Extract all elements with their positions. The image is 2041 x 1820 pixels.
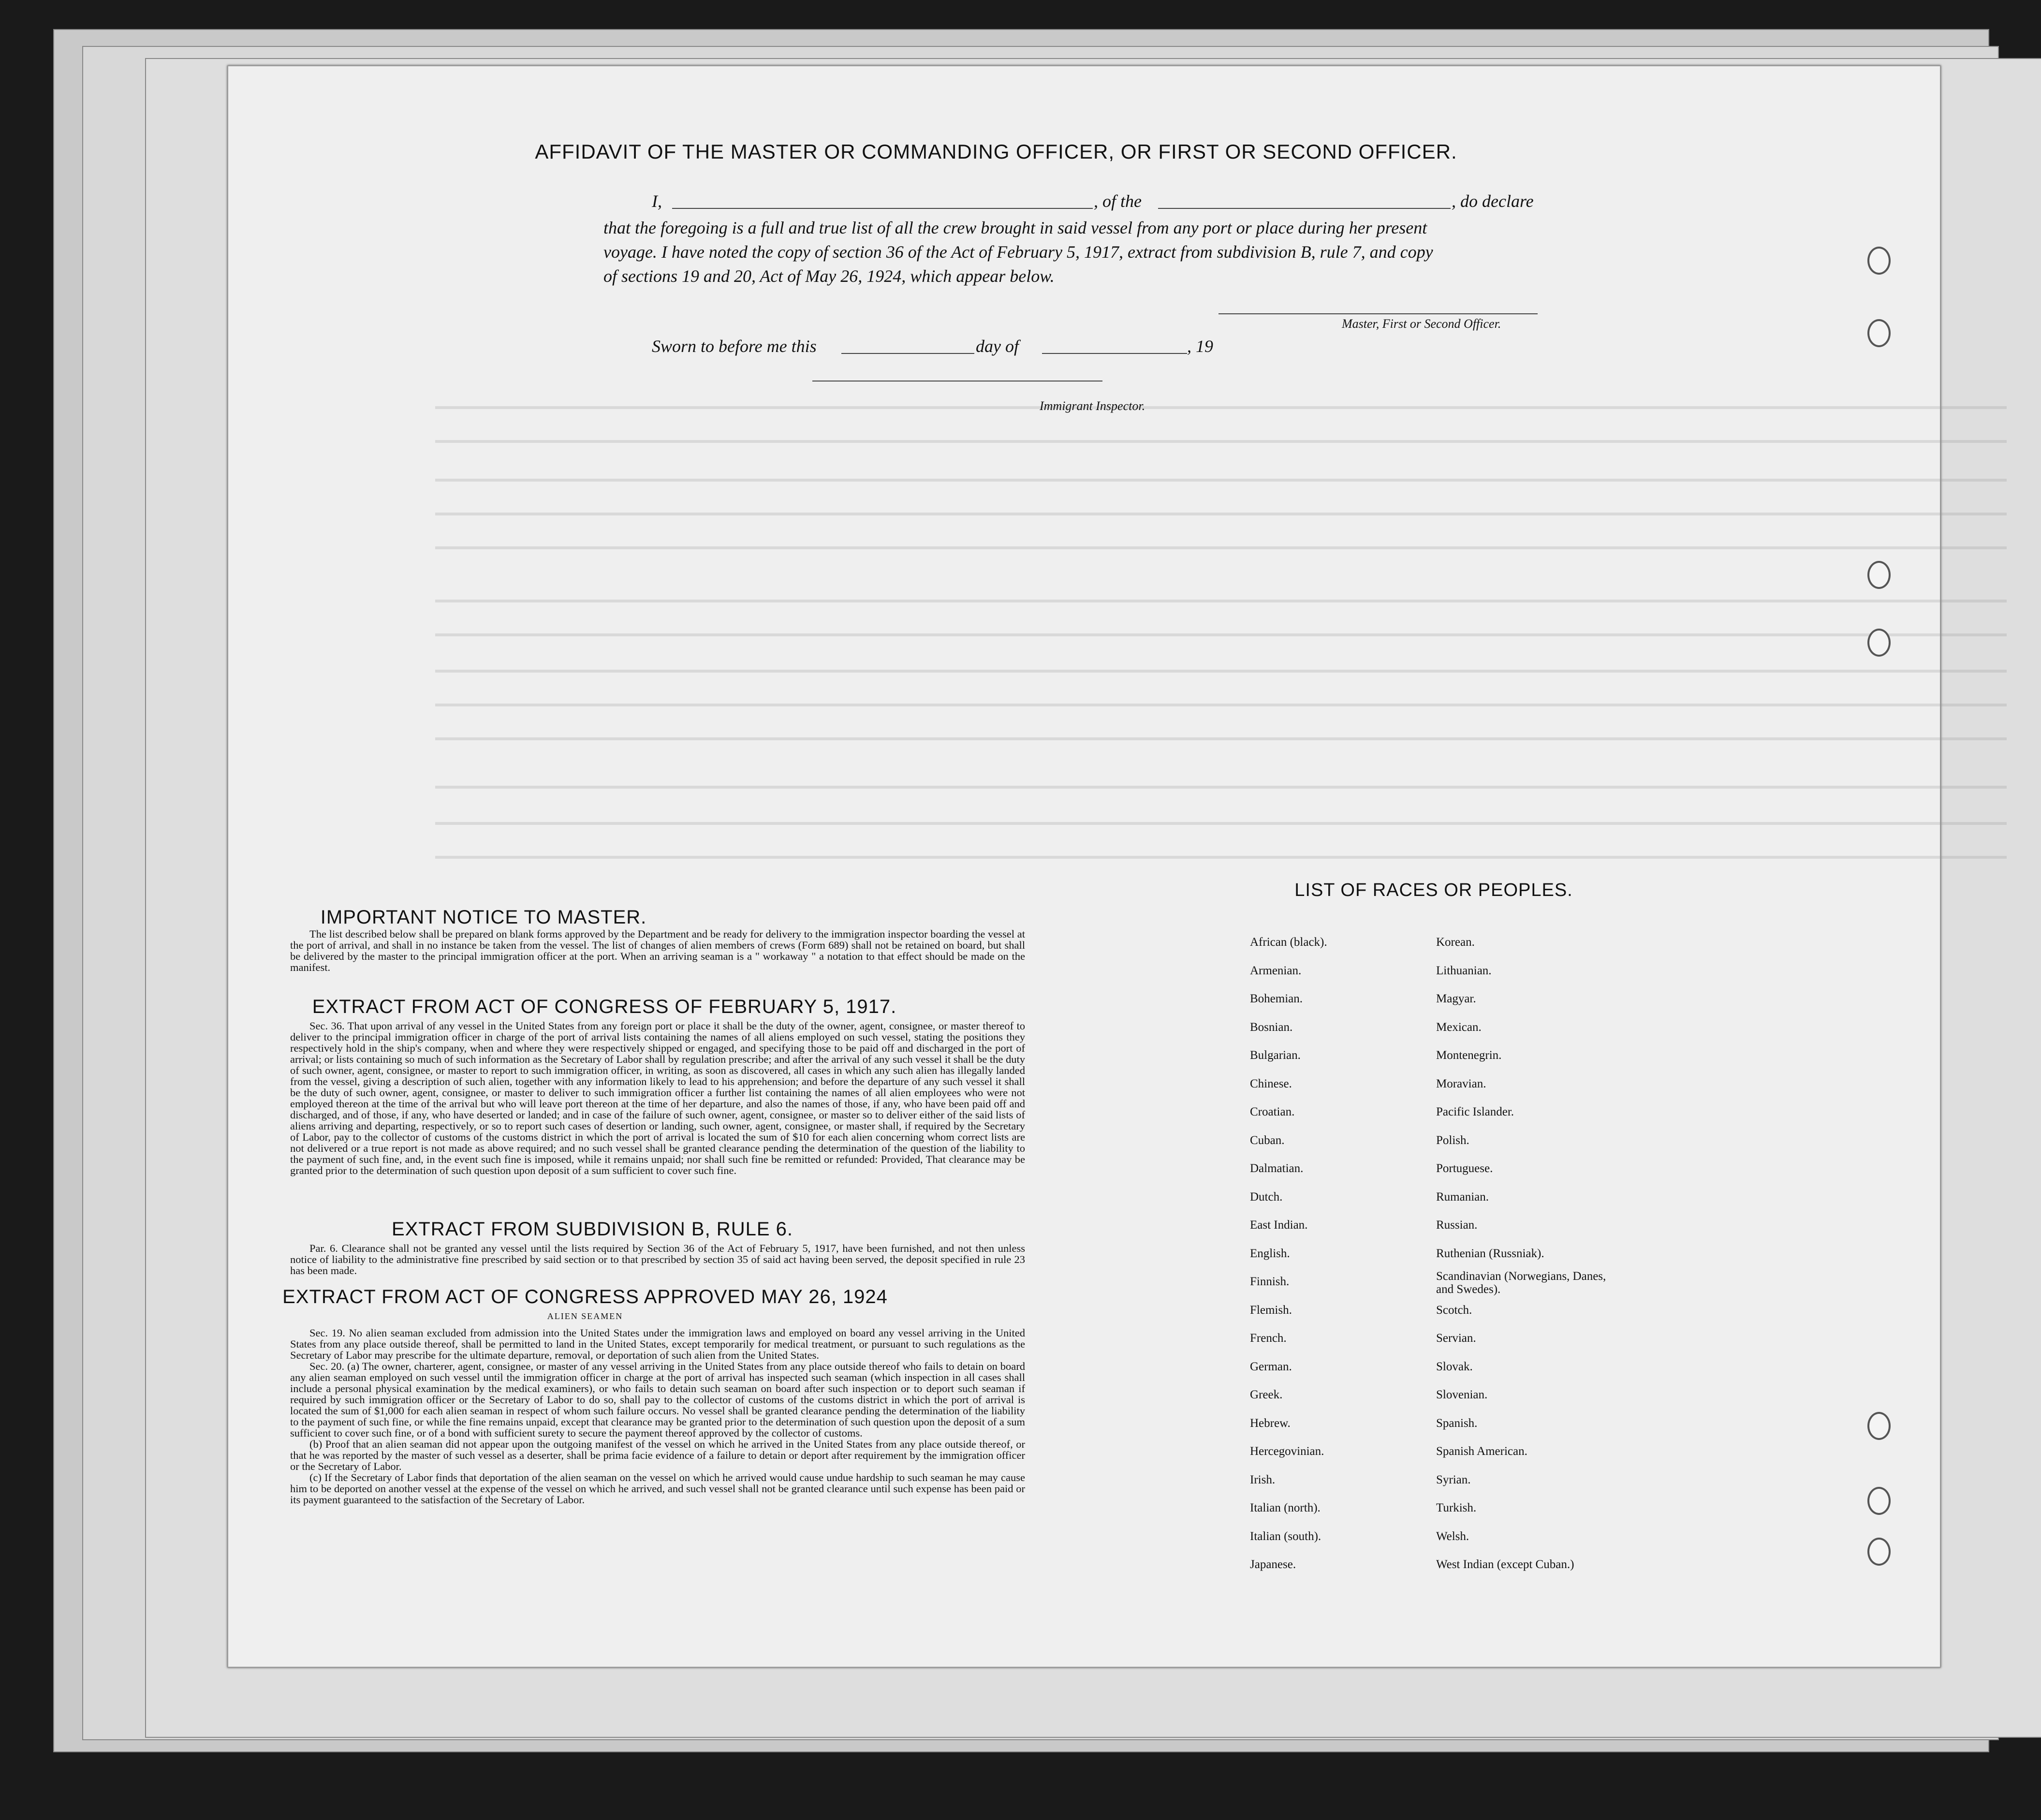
race-item: Servian. bbox=[1436, 1332, 1476, 1345]
races-title: LIST OF RACES OR PEOPLES. bbox=[1294, 880, 1573, 900]
extract1924-sec19: Sec. 19. No alien seaman excluded from admission into the United States under the immigration laws and employed on board any vessel arriving in the United States from any place outside thereof, shall be permitted to land in the United States, except temporarily for medical treatment, or pursuant to such regulations as the Secretary of Labor may prescribe for the ultimate departure, removal, or deportation of such alien from the United States. bbox=[290, 1327, 1025, 1361]
extract1924-sec20c: (c) If the Secretary of Labor finds that deportation of the alien seaman on the vessel on which he arrived would cause undue hardship to such seaman he may cause him to be deported on another vessel at the expense of the vessel on which he arrived, and such vessel shall not be granted clearance until such expense has been paid or its payment guaranteed to the satisfaction of the Secretary of Labor. bbox=[290, 1471, 1025, 1506]
race-item: English. bbox=[1250, 1247, 1290, 1260]
affidavit-line-2: that the foregoing is a full and true list of all the crew brought in said vessel from any port or place during her present bbox=[603, 218, 1427, 237]
extract1924-text-block bbox=[290, 1327, 1025, 1505]
punch-hole bbox=[1867, 1487, 1891, 1515]
affidavit-of-the-label: , of the bbox=[1094, 191, 1142, 211]
race-item: Croatian. bbox=[1250, 1105, 1295, 1118]
bleed-through-row bbox=[435, 406, 2007, 409]
master-signature-line bbox=[1219, 313, 1538, 314]
race-item: Finnish. bbox=[1250, 1275, 1290, 1288]
bleed-through-row bbox=[435, 633, 2007, 636]
punch-hole bbox=[1867, 629, 1891, 657]
race-item: Scotch. bbox=[1436, 1303, 1472, 1317]
sworn-label: Sworn to before me this bbox=[652, 337, 817, 356]
bleed-through-row bbox=[435, 786, 2007, 789]
race-item: Bulgarian. bbox=[1250, 1049, 1301, 1062]
race-item: Flemish. bbox=[1250, 1303, 1292, 1317]
race-item: Mexican. bbox=[1436, 1020, 1482, 1034]
sworn-year-label: , 19 bbox=[1187, 337, 1213, 356]
race-item: Armenian. bbox=[1250, 964, 1302, 977]
punch-hole bbox=[1867, 1412, 1891, 1440]
race-item: Dutch. bbox=[1250, 1190, 1283, 1204]
name-blank bbox=[672, 208, 1093, 209]
subdivb-text-block bbox=[290, 1243, 1025, 1276]
affidavit-title: AFFIDAVIT OF THE MASTER OR COMMANDING OFFICER, OR FIRST OR SECOND OFFICER. bbox=[535, 140, 1457, 163]
race-item: French. bbox=[1250, 1332, 1287, 1345]
extract1924-sec20b: (b) Proof that an alien seaman did not appear upon the outgoing manifest of the vessel on which he arrived in the United States from any place outside thereof, or that he was reported by the master of such vessel as a deserter, shall be prima facie evidence of a failure to detain or deport after requirement by the immigration officer or the Secretary of Labor. bbox=[290, 1438, 1025, 1472]
race-item: Dalmatian. bbox=[1250, 1162, 1304, 1175]
race-item: Polish. bbox=[1436, 1133, 1469, 1147]
affidavit-declare-label: , do declare bbox=[1452, 191, 1534, 211]
inspector-signature-line bbox=[812, 381, 1102, 382]
race-item: Lithuanian. bbox=[1436, 964, 1492, 977]
bleed-through-row bbox=[435, 704, 2007, 706]
race-item: Hercegovinian. bbox=[1250, 1445, 1324, 1458]
race-item: Spanish. bbox=[1436, 1416, 1478, 1430]
race-item: Greek. bbox=[1250, 1388, 1283, 1401]
sworn-month-blank bbox=[1042, 353, 1187, 354]
race-item: Montenegrin. bbox=[1436, 1049, 1502, 1062]
affidavit-line-4: of sections 19 and 20, Act of May 26, 1924, which appear below. bbox=[603, 266, 1055, 286]
race-item: Bosnian. bbox=[1250, 1020, 1293, 1034]
races-right-column bbox=[1436, 928, 1610, 1579]
race-item: African (black). bbox=[1250, 936, 1327, 949]
race-item: Welsh. bbox=[1436, 1529, 1469, 1543]
extract1917-title: EXTRACT FROM ACT OF CONGRESS OF FEBRUARY 5, 1917. bbox=[312, 996, 897, 1017]
bleed-through-row bbox=[435, 546, 2007, 549]
race-item: Italian (south). bbox=[1250, 1529, 1322, 1543]
subdivb-title: EXTRACT FROM SUBDIVISION B, RULE 6. bbox=[392, 1218, 793, 1240]
race-item: Syrian. bbox=[1436, 1473, 1471, 1486]
extract1924-sec20a: Sec. 20. (a) The owner, charterer, agent, consignee, or master of any vessel arriving in the United States from any place outside thereof who fails to detain on board any alien seaman employed on such vessel until the immigration officer in charge at the port of arrival has inspected such seaman (which inspection in all cases shall include a personal physical examination by the medical examiners), or who fails to detain such seaman on board after such inspection or to deport such seaman if required by such immigration officer or the Secretary of Labor to do so, shall pay to the collector of customs of the customs district in which the port of arrival is located the sum of $1,000 for each alien seaman in respect of whom such failure occurs. No vessel shall be granted clearance pending the determination of the liability to the payment of such fine, or while the fine remains unpaid, except that clearance may be granted prior to the determination of such question upon the deposit of a sum sufficient to cover such fine, or of a bond with sufficient surety to secure the payment thereof approved by the collector of customs. bbox=[290, 1360, 1025, 1439]
race-item: Hebrew. bbox=[1250, 1416, 1291, 1430]
bleed-through-row bbox=[435, 822, 2007, 825]
sworn-day-of-label: day of bbox=[976, 337, 1019, 356]
race-item: German. bbox=[1250, 1360, 1292, 1373]
race-item: Scandinavian (Norwegians, Danes, and Swedes). bbox=[1436, 1270, 1606, 1296]
subdivb-paragraph: Par. 6. Clearance shall not be granted any vessel until the lists required by Section 36 of the Act of February 5, 1917, have been furnished, and not then unless notice of liability to the administrative fine prescribed by said section or to that prescribed by section 35 of said act having been served, the deposit specified in rule 23 has been made. bbox=[290, 1242, 1025, 1277]
bleed-through-row bbox=[435, 513, 2007, 515]
bleed-through-row bbox=[435, 440, 2007, 443]
master-signature-label: Master, First or Second Officer. bbox=[1342, 317, 1501, 331]
race-item: Bohemian. bbox=[1250, 992, 1303, 1005]
extract1924-subtitle: ALIEN SEAMEN bbox=[547, 1311, 623, 1321]
races-left-column bbox=[1250, 928, 1327, 1579]
race-item: Russian. bbox=[1436, 1218, 1478, 1232]
race-item: Slovak. bbox=[1436, 1360, 1473, 1373]
vessel-blank bbox=[1158, 208, 1451, 209]
bleed-through-row bbox=[435, 600, 2007, 602]
race-item: Moravian. bbox=[1436, 1077, 1486, 1090]
notice-title: IMPORTANT NOTICE TO MASTER. bbox=[320, 907, 647, 928]
race-item: Ruthenian (Russniak). bbox=[1436, 1247, 1544, 1260]
race-item: West Indian (except Cuban.) bbox=[1436, 1558, 1574, 1571]
race-item: Magyar. bbox=[1436, 992, 1476, 1005]
extract1917-text-block bbox=[290, 1020, 1025, 1176]
notice-text-block bbox=[290, 928, 1025, 973]
punch-hole bbox=[1867, 1538, 1891, 1566]
race-item: Irish. bbox=[1250, 1473, 1276, 1486]
race-item: Chinese. bbox=[1250, 1077, 1292, 1090]
extract1924-title: EXTRACT FROM ACT OF CONGRESS APPROVED MAY 26, 1924 bbox=[282, 1286, 888, 1307]
punch-hole bbox=[1867, 561, 1891, 589]
race-item: Portuguese. bbox=[1436, 1162, 1493, 1175]
inspector-signature-label: Immigrant Inspector. bbox=[1040, 399, 1145, 413]
affidavit-line-3: voyage. I have noted the copy of section 36 of the Act of February 5, 1917, extract from subdivision B, rule 7, and copy bbox=[603, 242, 1433, 262]
race-item: Slovenian. bbox=[1436, 1388, 1488, 1401]
extract1917-paragraph: Sec. 36. That upon arrival of any vessel in the United States from any foreign port or place it shall be the duty of the owner, agent, consignee, or master thereof to deliver to the principal immigration officer in charge of the port of arrival lists containing the names of all aliens employed on such vessel, stating the positions they respectively hold in the ship's company, when and where they were respectively shipped or engaged, and specifying those to be paid off and discharged in the port of arrival; or lists containing so much of such information as the Secretary of Labor shall by regulation prescribe; and after the arrival of any such vessel it shall be the duty of such owner, agent, consignee, or master to report to such immigration officer, in writing, as soon as discovered, all cases in which any such alien has illegally landed from the vessel, giving a description of such alien, together with any information likely to lead to his apprehension; and before the departure of any such vessel it shall be the duty of such owner, agent, consignee, or master to deliver to such immigration officer a further list containing the names of all alien employees who were not employed thereon at the time of the arrival but who will leave port thereon at the time of her departure, and also the names of those, if any, who have been paid off and discharged, and of those, if any, who have deserted or landed; and in case of the failure of such owner, agent, consignee, or master so to deliver either of the said lists of aliens arriving and departing, respectively, or so to report such cases of desertion or landing, such owner, agent, consignee, or master shall, if required by the Secretary of Labor, pay to the collector of customs of the customs district in which the port of arrival is located the sum of $10 for each alien concerning whom correct lists are not delivered or a true report is not made as above required; and no such vessel shall be granted clearance pending the determination of the question of the liability to the payment of such fine, and, in the event such fine is imposed, while it remains unpaid; nor shall such fine be remitted or refunded: Provided, That clearance may be granted prior to the determination of such question upon deposit of a sum sufficient to cover such fine. bbox=[290, 1020, 1025, 1176]
race-item: Spanish American. bbox=[1436, 1445, 1527, 1458]
race-item: Rumanian. bbox=[1436, 1190, 1489, 1204]
bleed-through-row bbox=[435, 856, 2007, 859]
race-item: Turkish. bbox=[1436, 1501, 1477, 1514]
punch-hole bbox=[1867, 247, 1891, 275]
notice-paragraph: The list described below shall be prepared on blank forms approved by the Department and be ready for delivery to the immigration inspector boarding the vessel at the port of arrival, and shall in no instance be taken from the vessel. The list of changes of alien members of crews (Form 689) shall not be retained on board, but shall be delivered by the master to the principal immigration officer at the port. When an arriving seaman is a " workaway " a notation to that effect should be made on the manifest. bbox=[290, 928, 1025, 973]
race-item: Cuban. bbox=[1250, 1133, 1285, 1147]
bleed-through-row bbox=[435, 670, 2007, 673]
race-item: Pacific Islander. bbox=[1436, 1105, 1514, 1118]
race-item: Korean. bbox=[1436, 936, 1475, 949]
affidavit-line bbox=[652, 191, 662, 211]
bleed-through-row bbox=[435, 737, 2007, 740]
race-item: Italian (north). bbox=[1250, 1501, 1321, 1514]
sworn-day-blank bbox=[841, 353, 974, 354]
race-item: Japanese. bbox=[1250, 1558, 1296, 1571]
bleed-through-row bbox=[435, 479, 2007, 482]
race-item: East Indian. bbox=[1250, 1218, 1308, 1232]
punch-hole bbox=[1867, 319, 1891, 347]
affidavit-i-label: I, bbox=[652, 191, 662, 211]
